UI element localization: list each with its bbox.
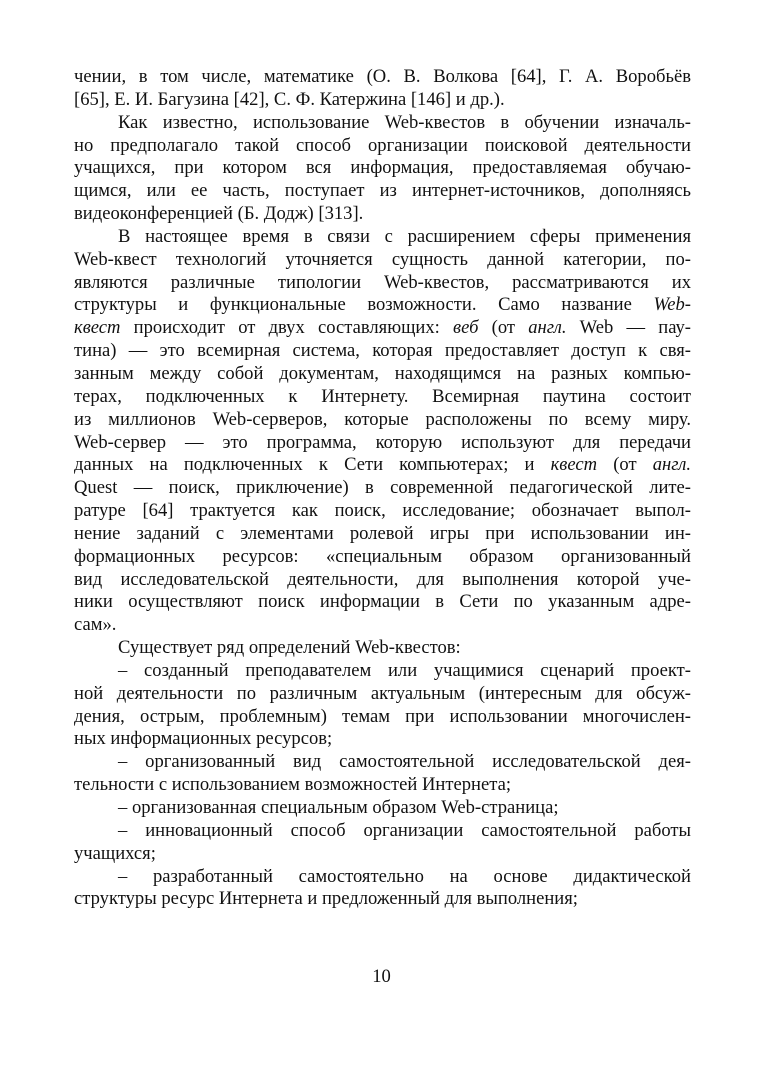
text-line (74, 294, 691, 317)
text-line: учащихся, при котором вся информация, предоставляемая обучаю- (74, 157, 691, 179)
text-line: ных информационных ресурсов; (74, 728, 333, 750)
list-item (74, 797, 691, 820)
text-line: – созданный преподавателем или учащимися сценарий проект- (118, 659, 691, 681)
text-segment: (от (597, 454, 653, 476)
text-line: – организованный вид самостоятельной исследовательской дея- (118, 751, 691, 773)
paragraph-1 (74, 66, 691, 112)
text-line: вид исследовательской деятельности, для выполнения которой уче- (74, 568, 691, 590)
text-line: структуры ресурс Интернета и предложенный для выполнения; (74, 888, 578, 910)
text-line: В настоящее время в связи с расширением сферы применения (118, 225, 691, 247)
text-line: занным между собой документам, находящимся на разных компью- (74, 362, 691, 384)
page-body (74, 66, 691, 911)
italic-term: квест (550, 454, 598, 476)
italic-term: Web- (653, 294, 691, 316)
text-line: из миллионов Web-серверов, которые расположены по всему миру. (74, 408, 691, 430)
text-line (74, 317, 691, 340)
list-item (74, 660, 691, 751)
list-item (74, 751, 691, 797)
paragraph-2 (74, 112, 691, 226)
text-line: Существует ряд определений Web-квестов: (118, 637, 461, 659)
definition-list (74, 660, 691, 911)
italic-abbreviation: англ. (652, 454, 691, 476)
list-item (74, 820, 691, 866)
text-line: являются различные типологии Web-квестов, рассматриваются их (74, 271, 691, 293)
text-segment: происходит от двух составляющих: (120, 317, 454, 339)
text-line: Web-сервер — это программа, которую используют для передачи (74, 431, 691, 453)
text-line: терах, подключенных к Интернету. Всемирная паутина состоит (74, 385, 691, 407)
list-item (74, 866, 691, 912)
text-line: [65], Е. И. Багузина [42], С. Ф. Катержина [146] и др.). (74, 88, 505, 110)
text-line: но предполагало такой способ организации поисковой деятельности (74, 134, 691, 156)
text-line: учащихся; (74, 842, 156, 864)
italic-term: квест (74, 317, 121, 339)
page-number: 10 (372, 966, 391, 987)
text-line: ники осуществляют поиск информации в Сети по указанным адре- (74, 591, 691, 613)
text-line: – разработанный самостоятельно на основе дидактической (118, 865, 691, 887)
text-line: – инновационный способ организации самостоятельной работы (118, 819, 691, 841)
text-line: Web-квест технологий уточняется сущность данной категории, по- (74, 248, 691, 270)
text-line: видеоконференцией (Б. Додж) [313]. (74, 203, 364, 225)
text-line: нение заданий с элементами ролевой игры при использовании ин- (74, 522, 691, 544)
text-line: ратуре [64] трактуется как поиск, исследование; обозначает выпол- (74, 500, 691, 522)
text-line: – организованная специальным образом Web-страница; (118, 797, 559, 818)
text-segment: данных на подключенных к Сети компьютерах; и (74, 454, 551, 476)
paragraph-4 (74, 637, 691, 660)
text-line: Как известно, использование Web-квестов в обучении изначаль- (118, 111, 691, 133)
text-line (74, 454, 691, 477)
text-line: дения, острым, проблемным) темам при использовании многочислен- (74, 705, 691, 727)
paragraph-3 (74, 226, 691, 637)
text-line: сам». (74, 614, 117, 636)
text-segment: (от (478, 317, 529, 339)
text-line: ной деятельности по различным актуальным (интересным для обсуж- (74, 682, 691, 704)
italic-term: веб (453, 317, 479, 339)
text-segment: Web — пау- (566, 317, 691, 339)
text-line: Quest — поиск, приключение) в современной педагогической лите- (74, 477, 691, 499)
text-segment: структуры и функциональные возможности. Само название (74, 294, 654, 316)
text-line: тельности с использованием возможностей Интернета; (74, 774, 512, 796)
italic-abbreviation: англ. (528, 317, 567, 339)
text-line: чении, в том числе, математике (О. В. Волкова [64], Г. А. Воробьёв (74, 66, 691, 87)
text-line: щимся, или ее часть, поступает из интернет-источников, дополняясь (74, 180, 691, 202)
text-line: тина) — это всемирная система, которая предоставляет доступ к свя- (74, 340, 691, 362)
text-line: формационных ресурсов: «специальным образом организованный (74, 545, 691, 567)
